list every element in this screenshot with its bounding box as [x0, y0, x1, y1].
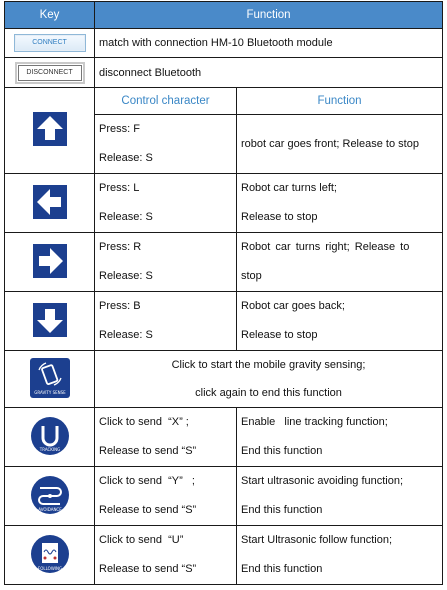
avoidance-icon-label: AVOIDANCE	[37, 506, 62, 512]
left-row	[5, 174, 443, 233]
avoidance-send-1: Click to send “Y” ;	[99, 475, 195, 487]
gravity-row	[5, 351, 443, 408]
left-press: Press: L	[99, 182, 140, 194]
left-function-2: Release to stop	[241, 211, 318, 223]
control-character-header: Control character	[95, 88, 237, 115]
tracking-icon-label: TRACKING	[39, 446, 60, 452]
back-function-2: Release to stop	[241, 329, 318, 341]
left-arrow-icon[interactable]	[33, 185, 67, 219]
gravity-icon-label: GRAVITY SENSE	[33, 389, 66, 395]
right-press: Press: R	[99, 241, 142, 253]
tracking-function-1: Enable line tracking function;	[241, 416, 388, 428]
avoidance-icon[interactable]	[30, 475, 70, 515]
key-function-table	[4, 1, 443, 585]
right-arrow-icon[interactable]	[33, 244, 67, 278]
avoidance-function-2: End this function	[241, 504, 323, 516]
tracking-send-2: Release to send “S”	[99, 445, 197, 457]
following-icon-label: FOLLOWING	[37, 565, 62, 571]
tracking-icon[interactable]	[30, 416, 70, 456]
back-press: Press: B	[99, 300, 141, 312]
following-function-2: End this function	[241, 563, 323, 575]
gravity-line-1: Click to start the mobile gravity sensing;	[171, 359, 366, 371]
function-header: Function	[95, 2, 443, 29]
forward-press: Press: F	[99, 123, 140, 135]
right-function-1: Robot car turns right; Release to	[241, 241, 410, 253]
tracking-row	[5, 408, 443, 467]
following-row	[5, 526, 443, 585]
connect-row	[5, 29, 443, 58]
avoidance-function-1: Start ultrasonic avoiding function;	[241, 475, 404, 487]
function-subheader: Function	[237, 88, 443, 115]
back-row	[5, 292, 443, 351]
left-function-1: Robot car turns left;	[241, 182, 337, 194]
forward-function: robot car goes front; Release to stop	[237, 115, 443, 174]
left-release: Release: S	[99, 211, 153, 223]
right-row	[5, 233, 443, 292]
right-function-2: stop	[241, 270, 262, 282]
back-release: Release: S	[99, 329, 153, 341]
forward-arrow-icon[interactable]	[33, 112, 67, 146]
right-release: Release: S	[99, 270, 153, 282]
forward-release: Release: S	[99, 152, 153, 164]
avoidance-row	[5, 467, 443, 526]
key-header: Key	[5, 2, 95, 29]
connect-button[interactable]: CONNECT	[14, 34, 86, 52]
disconnect-description: disconnect Bluetooth	[95, 58, 443, 88]
tracking-send-1: Click to send “X” ;	[99, 416, 189, 428]
following-icon[interactable]	[30, 534, 70, 574]
forward-subheader-row	[5, 88, 443, 115]
tracking-function-2: End this function	[241, 445, 323, 457]
back-arrow-icon[interactable]	[33, 303, 67, 337]
disconnect-row	[5, 58, 443, 88]
disconnect-button[interactable]: DISCONNECT	[18, 65, 82, 81]
following-send-2: Release to send “S”	[99, 563, 197, 575]
back-function-1: Robot car goes back;	[241, 300, 345, 312]
avoidance-send-2: Release to send “S”	[99, 504, 197, 516]
following-function-1: Start Ultrasonic follow function;	[241, 534, 393, 546]
following-send-1: Click to send “U”	[99, 534, 184, 546]
gravity-line-2: click again to end this function	[195, 387, 342, 399]
header-row	[5, 2, 443, 29]
gravity-sense-icon[interactable]	[30, 358, 70, 398]
connect-description: match with connection HM-10 Bluetooth module	[95, 29, 443, 58]
